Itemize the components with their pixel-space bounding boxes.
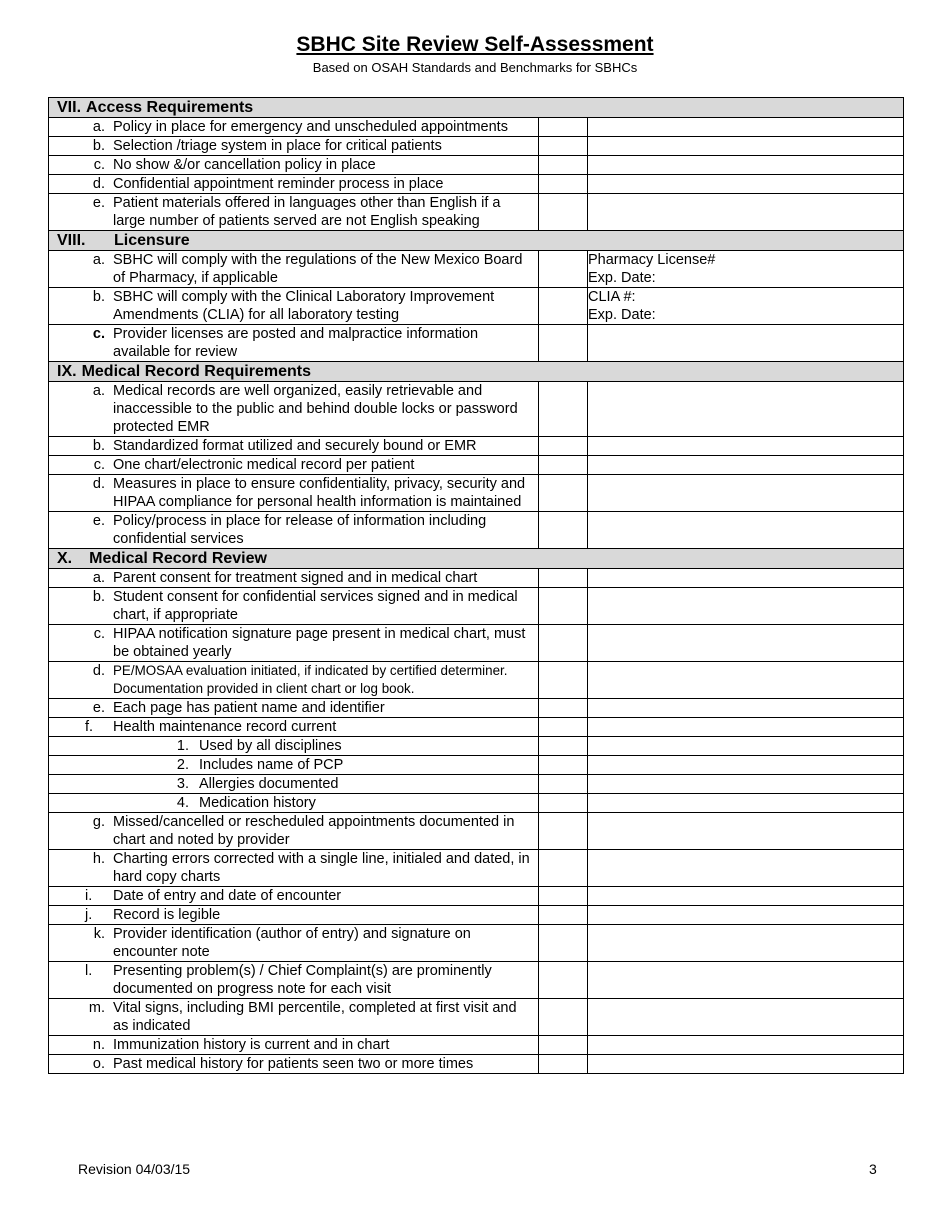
item-text: Past medical history for patients seen two or more times: [113, 1056, 474, 1072]
table-subrow: [49, 775, 904, 794]
notes-cell[interactable]: [588, 962, 904, 999]
item-text: Policy/process in place for release of information including confidential services: [113, 513, 487, 547]
section-header-medical-record-review: [49, 549, 904, 569]
item-text: Confidential appointment reminder process in place: [113, 176, 444, 192]
item-letter: a.: [92, 119, 105, 135]
revision-footer: Revision 04/03/15: [78, 1161, 191, 1177]
pharmacy-license-label: Pharmacy License#: [588, 252, 716, 268]
subitem-text: Used by all disciplines: [199, 738, 342, 754]
notes-cell[interactable]: [588, 118, 904, 137]
section-title: Access Requirements: [86, 99, 254, 116]
notes-cell[interactable]: [588, 194, 904, 231]
check-cell[interactable]: [539, 775, 588, 794]
item-letter: e.: [92, 195, 105, 211]
item-letter: c.: [92, 326, 105, 342]
notes-cell[interactable]: [588, 156, 904, 175]
subitem-number: 1.: [176, 738, 189, 754]
check-cell[interactable]: [539, 737, 588, 756]
notes-cell[interactable]: [588, 512, 904, 549]
item-text: Standardized format utilized and securely bound or EMR: [113, 438, 477, 454]
table-row: [49, 625, 904, 662]
check-cell[interactable]: [539, 962, 588, 999]
notes-cell[interactable]: [588, 569, 904, 588]
item-letter: a.: [92, 252, 105, 268]
item-text: SBHC will comply with the Clinical Laboratory Improvement Amendments (CLIA) for all laboratory testing: [113, 289, 495, 323]
notes-cell[interactable]: [588, 925, 904, 962]
item-letter: k.: [93, 926, 105, 942]
subitem-text: Allergies documented: [199, 776, 339, 792]
item-letter: b.: [92, 138, 105, 154]
section-title: Medical Record Requirements: [81, 363, 311, 380]
notes-cell[interactable]: [588, 794, 904, 813]
check-cell[interactable]: [539, 288, 588, 325]
table-row: [49, 1055, 904, 1074]
check-cell[interactable]: [539, 794, 588, 813]
table-row: [49, 118, 904, 137]
section-header-access: [49, 98, 904, 118]
table-row: [49, 962, 904, 999]
notes-cell[interactable]: [588, 756, 904, 775]
notes-cell[interactable]: [588, 437, 904, 456]
table-subrow: [49, 756, 904, 775]
check-cell[interactable]: [539, 1055, 588, 1074]
item-letter: i.: [85, 888, 93, 904]
table-row: [49, 925, 904, 962]
check-cell[interactable]: [539, 850, 588, 887]
check-cell[interactable]: [539, 475, 588, 512]
notes-cell[interactable]: [588, 850, 904, 887]
item-text: SBHC will comply with the regulations of the New Mexico Board of Pharmacy, if applicable: [113, 252, 523, 286]
table-row: [49, 137, 904, 156]
table-row: [49, 288, 904, 325]
table-row: [49, 325, 904, 362]
notes-cell[interactable]: [588, 775, 904, 794]
check-cell[interactable]: [539, 906, 588, 925]
table-subrow: [49, 737, 904, 756]
table-row: [49, 718, 904, 737]
item-text: PE/MOSAA evaluation initiated, if indicated by certified determiner. Documentation provided in client chart or log book.: [113, 663, 508, 696]
item-letter: b.: [92, 438, 105, 454]
table-row: [49, 437, 904, 456]
item-text: Medical records are well organized, easily retrievable and inaccessible to the public and behind double locks or password protected EMR: [113, 383, 518, 435]
check-cell[interactable]: [539, 662, 588, 699]
table-row: [49, 194, 904, 231]
item-letter: c.: [93, 157, 105, 173]
item-text: Policy in place for emergency and unscheduled appointments: [113, 119, 508, 135]
clia-label: CLIA #:: [588, 289, 636, 305]
table-row: [49, 175, 904, 194]
item-letter: d.: [92, 176, 105, 192]
item-letter: j.: [85, 907, 93, 923]
notes-cell[interactable]: [588, 475, 904, 512]
item-text: Health maintenance record current: [113, 719, 337, 735]
check-cell[interactable]: [539, 382, 588, 437]
notes-cell[interactable]: [588, 887, 904, 906]
table-row: [49, 906, 904, 925]
item-letter: n.: [92, 1037, 105, 1053]
item-letter: o.: [92, 1056, 105, 1072]
notes-cell[interactable]: [588, 251, 904, 288]
item-letter: a.: [92, 383, 105, 399]
section-number: VII.: [57, 99, 82, 116]
exp-date-label: Exp. Date:: [588, 307, 656, 323]
check-cell[interactable]: [539, 925, 588, 962]
item-letter: g.: [92, 814, 105, 830]
check-cell[interactable]: [539, 437, 588, 456]
page-subtitle: Based on OSAH Standards and Benchmarks for SBHCs: [312, 60, 638, 75]
check-cell[interactable]: [539, 887, 588, 906]
item-text: Record is legible: [113, 907, 221, 923]
check-cell[interactable]: [539, 569, 588, 588]
notes-cell[interactable]: [588, 737, 904, 756]
section-number: X.: [57, 550, 73, 567]
table-row: [49, 251, 904, 288]
section-title: Licensure: [114, 232, 190, 249]
item-letter: d.: [92, 476, 105, 492]
notes-cell[interactable]: [588, 456, 904, 475]
page-title: SBHC Site Review Self-Assessment: [296, 33, 654, 56]
item-letter: e.: [92, 700, 105, 716]
self-assessment-table: [48, 97, 904, 1074]
section-header-licensure: [49, 231, 904, 251]
item-text: Missed/cancelled or rescheduled appointments documented in chart and noted by provider: [113, 814, 515, 848]
item-text: Each page has patient name and identifier: [113, 700, 385, 716]
table-row: [49, 156, 904, 175]
notes-cell[interactable]: [588, 813, 904, 850]
check-cell[interactable]: [539, 813, 588, 850]
notes-cell[interactable]: [588, 662, 904, 699]
subitem-text: Includes name of PCP: [199, 757, 344, 773]
subitem-number: 3.: [176, 776, 189, 792]
item-text: Selection /triage system in place for critical patients: [113, 138, 442, 154]
exp-date-label: Exp. Date:: [588, 270, 656, 286]
table-row: [49, 512, 904, 549]
notes-cell[interactable]: [588, 699, 904, 718]
item-letter: a.: [92, 570, 105, 586]
item-text: HIPAA notification signature page present in medical chart, must be obtained yearly: [113, 626, 526, 660]
table-row: [49, 699, 904, 718]
item-text: One chart/electronic medical record per patient: [113, 457, 415, 473]
check-cell[interactable]: [539, 118, 588, 137]
page-number: 3: [869, 1161, 877, 1177]
check-cell[interactable]: [539, 1036, 588, 1055]
item-text: No show &/or cancellation policy in place: [113, 157, 376, 173]
item-text: Date of entry and date of encounter: [113, 888, 342, 904]
table-row: [49, 1036, 904, 1055]
notes-cell[interactable]: [588, 588, 904, 625]
item-letter: f.: [85, 719, 94, 735]
subitem-text: Medication history: [199, 795, 316, 811]
section-title: Medical Record Review: [89, 550, 267, 567]
section-header-medical-record-requirements: [49, 362, 904, 382]
check-cell[interactable]: [539, 137, 588, 156]
item-text: Immunization history is current and in chart: [113, 1037, 390, 1053]
item-letter: c.: [93, 457, 105, 473]
item-text: Student consent for confidential services signed and in medical chart, if appropriate: [113, 589, 518, 623]
item-letter: c.: [93, 626, 105, 642]
item-letter: h.: [92, 851, 105, 867]
check-cell[interactable]: [539, 156, 588, 175]
item-letter: b.: [92, 589, 105, 605]
table-row: [49, 588, 904, 625]
item-text: Measures in place to ensure confidentiality, privacy, security and HIPAA compliance for personal health information is maintained: [113, 476, 526, 510]
check-cell[interactable]: [539, 588, 588, 625]
item-letter: e.: [92, 513, 105, 529]
item-text: Provider identification (author of entry) and signature on encounter note: [113, 926, 471, 960]
notes-cell[interactable]: [588, 175, 904, 194]
table-row: [49, 382, 904, 437]
check-cell[interactable]: [539, 756, 588, 775]
table-row: [49, 569, 904, 588]
item-text: Provider licenses are posted and malpractice information available for review: [113, 326, 479, 360]
item-letter: b.: [92, 289, 105, 305]
item-text: Charting errors corrected with a single line, initialed and dated, in hard copy charts: [113, 851, 530, 885]
notes-cell[interactable]: [588, 382, 904, 437]
check-cell[interactable]: [539, 699, 588, 718]
notes-cell[interactable]: [588, 999, 904, 1036]
subitem-number: 2.: [176, 757, 189, 773]
item-letter: d.: [92, 663, 105, 679]
subitem-number: 4.: [176, 795, 189, 811]
table-subrow: [49, 794, 904, 813]
item-text: Vital signs, including BMI percentile, completed at first visit and as indicated: [113, 1000, 517, 1034]
check-cell[interactable]: [539, 718, 588, 737]
check-cell[interactable]: [539, 175, 588, 194]
table-row: [49, 850, 904, 887]
check-cell[interactable]: [539, 625, 588, 662]
table-row: [49, 813, 904, 850]
item-text: Patient materials offered in languages other than English if a large number of patients served are not English speaking: [113, 195, 501, 229]
item-letter: m.: [88, 1000, 105, 1016]
table-row: [49, 662, 904, 699]
table-row: [49, 475, 904, 512]
notes-cell[interactable]: [588, 718, 904, 737]
check-cell[interactable]: [539, 325, 588, 362]
item-text: Parent consent for treatment signed and in medical chart: [113, 570, 478, 586]
check-cell[interactable]: [539, 999, 588, 1036]
notes-cell[interactable]: [588, 137, 904, 156]
table-row: [49, 999, 904, 1036]
item-letter: l.: [85, 963, 93, 979]
notes-cell[interactable]: [588, 625, 904, 662]
check-cell[interactable]: [539, 251, 588, 288]
check-cell[interactable]: [539, 456, 588, 475]
notes-cell[interactable]: [588, 325, 904, 362]
notes-cell[interactable]: [588, 1036, 904, 1055]
check-cell[interactable]: [539, 512, 588, 549]
section-number: VIII.: [57, 232, 86, 249]
notes-cell[interactable]: [588, 906, 904, 925]
item-text: Presenting problem(s) / Chief Complaint(s) are prominently documented on progress note for each visit: [113, 963, 492, 997]
notes-cell[interactable]: [588, 1055, 904, 1074]
section-number: IX.: [57, 363, 77, 380]
table-row: [49, 456, 904, 475]
check-cell[interactable]: [539, 194, 588, 231]
notes-cell[interactable]: [588, 288, 904, 325]
table-row: [49, 887, 904, 906]
